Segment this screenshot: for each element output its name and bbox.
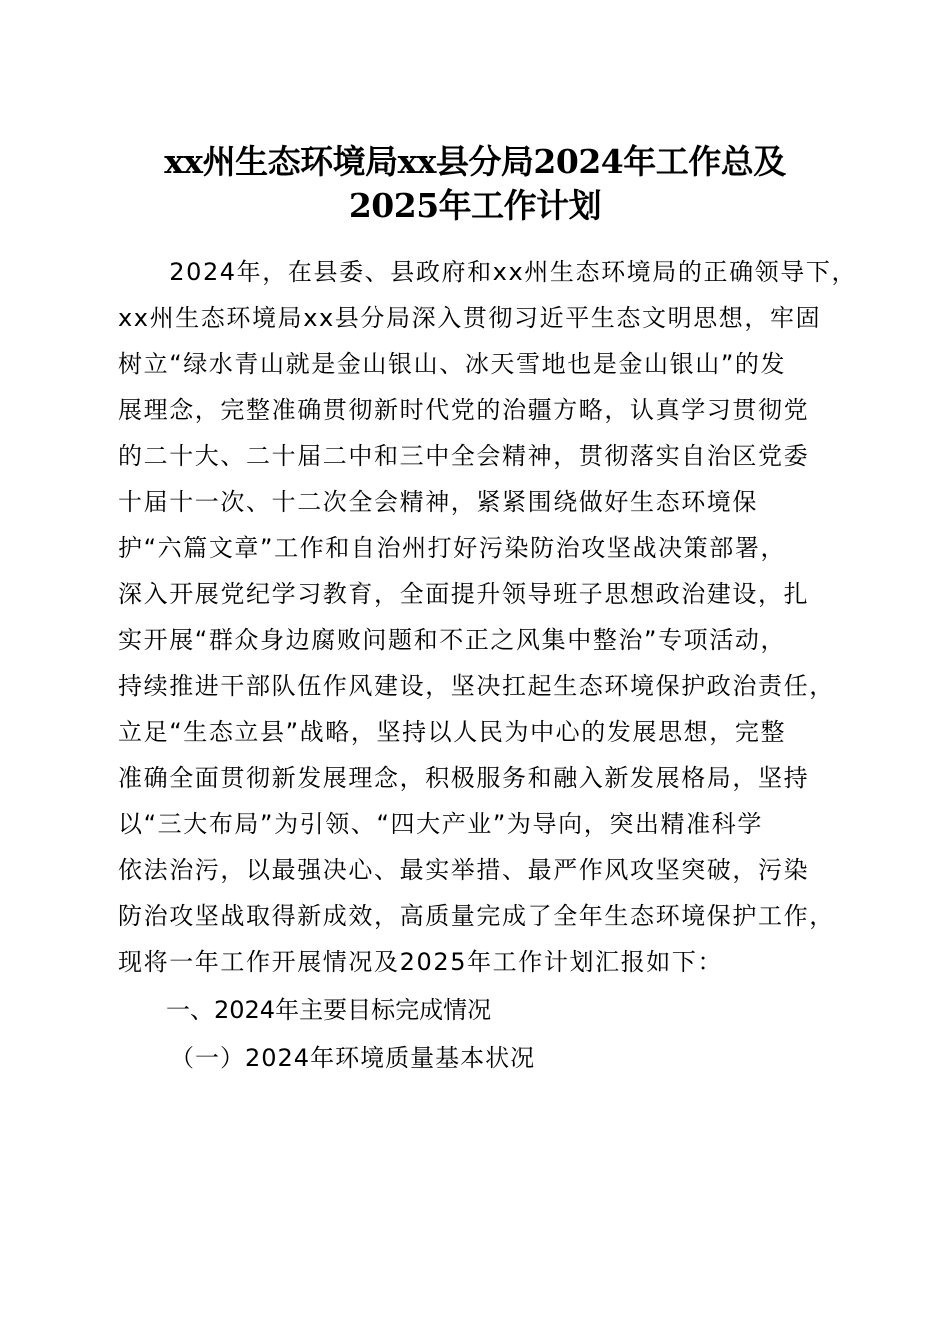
- paragraph-line: 防治攻坚战取得新成效，高质量完成了全年生态环境保护工作，: [118, 902, 835, 930]
- paragraph-line: 的二十大、二十届二中和三中全会精神，贯彻落实自治区党委: [118, 442, 810, 470]
- paragraph-line: 护“六篇文章”工作和自治州打好污染防治攻坚战决策部署，: [118, 534, 787, 562]
- section-heading-1: 一、2024年主要目标完成情况: [166, 996, 492, 1024]
- paragraph-line: 深入开展党纪学习教育，全面提升领导班子思想政治建设，扎: [118, 580, 810, 608]
- paragraph-line: 十届十一次、十二次全会精神，紧紧围绕做好生态环境保: [118, 488, 758, 516]
- paragraph-line: 实开展“群众身边腐败问题和不正之风集中整治”专项活动，: [118, 626, 787, 654]
- paragraph-line: 依法治污，以最强决心、最实举措、最严作风攻坚突破，污染: [118, 856, 810, 884]
- paragraph-line: 持续推进干部队伍作风建设，坚决扛起生态环境保护政治责任，: [118, 672, 835, 700]
- paragraph-line: 现将一年工作开展情况及2025年工作计划汇报如下：: [118, 948, 724, 976]
- paragraph-line: 2024年，在县委、县政府和xx州生态环境局的正确领导下，: [118, 258, 858, 286]
- paragraph-line: 准确全面贯彻新发展理念，积极服务和融入新发展格局，坚持: [118, 764, 810, 792]
- paragraph-line: xx州生态环境局xx县分局深入贯彻习近平生态文明思想，牢固: [118, 304, 822, 332]
- paragraph-line: 展理念，完整准确贯彻新时代党的治疆方略，认真学习贯彻党: [118, 396, 810, 424]
- section-heading-2: （一）2024年环境质量基本状况: [170, 1044, 536, 1072]
- paragraph-line: 立足“生态立县”战略，坚持以人民为中心的发展思想，完整: [118, 718, 787, 746]
- document-title-line-1: xx州生态环境局xx县分局2024年工作总及: [164, 142, 786, 181]
- paragraph-line: 以“三大布局”为引领、“四大产业”为导向，突出精准科学: [118, 810, 763, 838]
- paragraph-line: 树立“绿水青山就是金山银山、冰天雪地也是金山银山”的发: [118, 350, 787, 378]
- document-title-line-2: 2025年工作计划: [348, 186, 602, 225]
